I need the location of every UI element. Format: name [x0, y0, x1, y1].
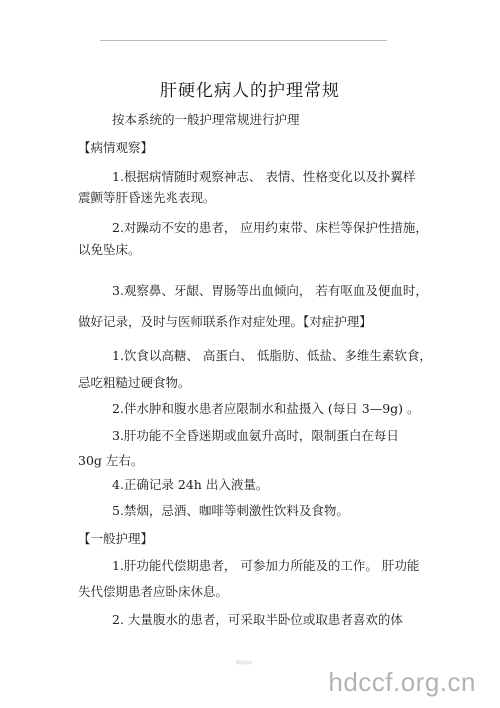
- symptom-item-1-line-1: 1.饮食以高糖、 高蛋白、 低脂肪、低盐、多维生素软食，: [112, 348, 432, 363]
- observation-item-3-line-1: 3.观察鼻、牙龈、胃肠等出血倾向， 若有呕血及便血时，: [112, 283, 428, 298]
- site-watermark: hdccf.org.cn: [328, 667, 476, 697]
- symptom-item-3-line-2: 30g 左右。: [78, 453, 144, 468]
- observation-item-1-line-2: 震颤等肝昏迷先兆表现。: [78, 190, 216, 205]
- section-heading-observation: 【病情观察】: [78, 140, 154, 155]
- symptom-item-2: 2.伴水肿和腹水患者应限制水和盐摄入 (每日 3—9g) 。: [112, 401, 420, 416]
- intro-text: 按本系统的一般护理常规进行护理: [112, 112, 300, 127]
- symptom-item-5: 5.禁烟，忌酒、咖啡等刺激性饮料及食物。: [112, 503, 349, 518]
- observation-item-3-line-2: 做好记录，及时与医师联系作对症处理。【对症护理】: [78, 314, 372, 329]
- symptom-item-3-line-1: 3.肝功能不全昏迷期或血氨升高时，限制蛋白在每日: [112, 428, 399, 443]
- document-title: 肝硬化病人的护理常规: [160, 81, 340, 101]
- section-heading-general-care: 【一般护理】: [78, 531, 154, 546]
- observation-item-2-line-1: 2.对躁动不安的患者， 应用约束带、床栏等保护性措施，: [112, 220, 428, 235]
- general-item-1-line-1: 1.肝功能代偿期患者， 可参加力所能及的工作。 肝功能: [112, 558, 420, 573]
- page-mark: 精品资料: [236, 660, 252, 665]
- observation-item-2-line-2: 以免坠床。: [78, 242, 141, 257]
- general-item-2-line-1: 2. 大量腹水的患者，可采取半卧位或取患者喜欢的体: [112, 612, 403, 627]
- symptom-item-1-line-2: 忌吃粗糙过硬食物。: [78, 375, 191, 390]
- general-item-1-line-2: 失代偿期患者应卧床休息。: [78, 584, 229, 599]
- header-divider: [100, 40, 387, 41]
- observation-item-1-line-1: 1.根据病情随时观察神志、 表情、性格变化以及扑翼样: [112, 169, 416, 184]
- symptom-item-4: 4.正确记录 24h 出入液量。: [112, 477, 269, 492]
